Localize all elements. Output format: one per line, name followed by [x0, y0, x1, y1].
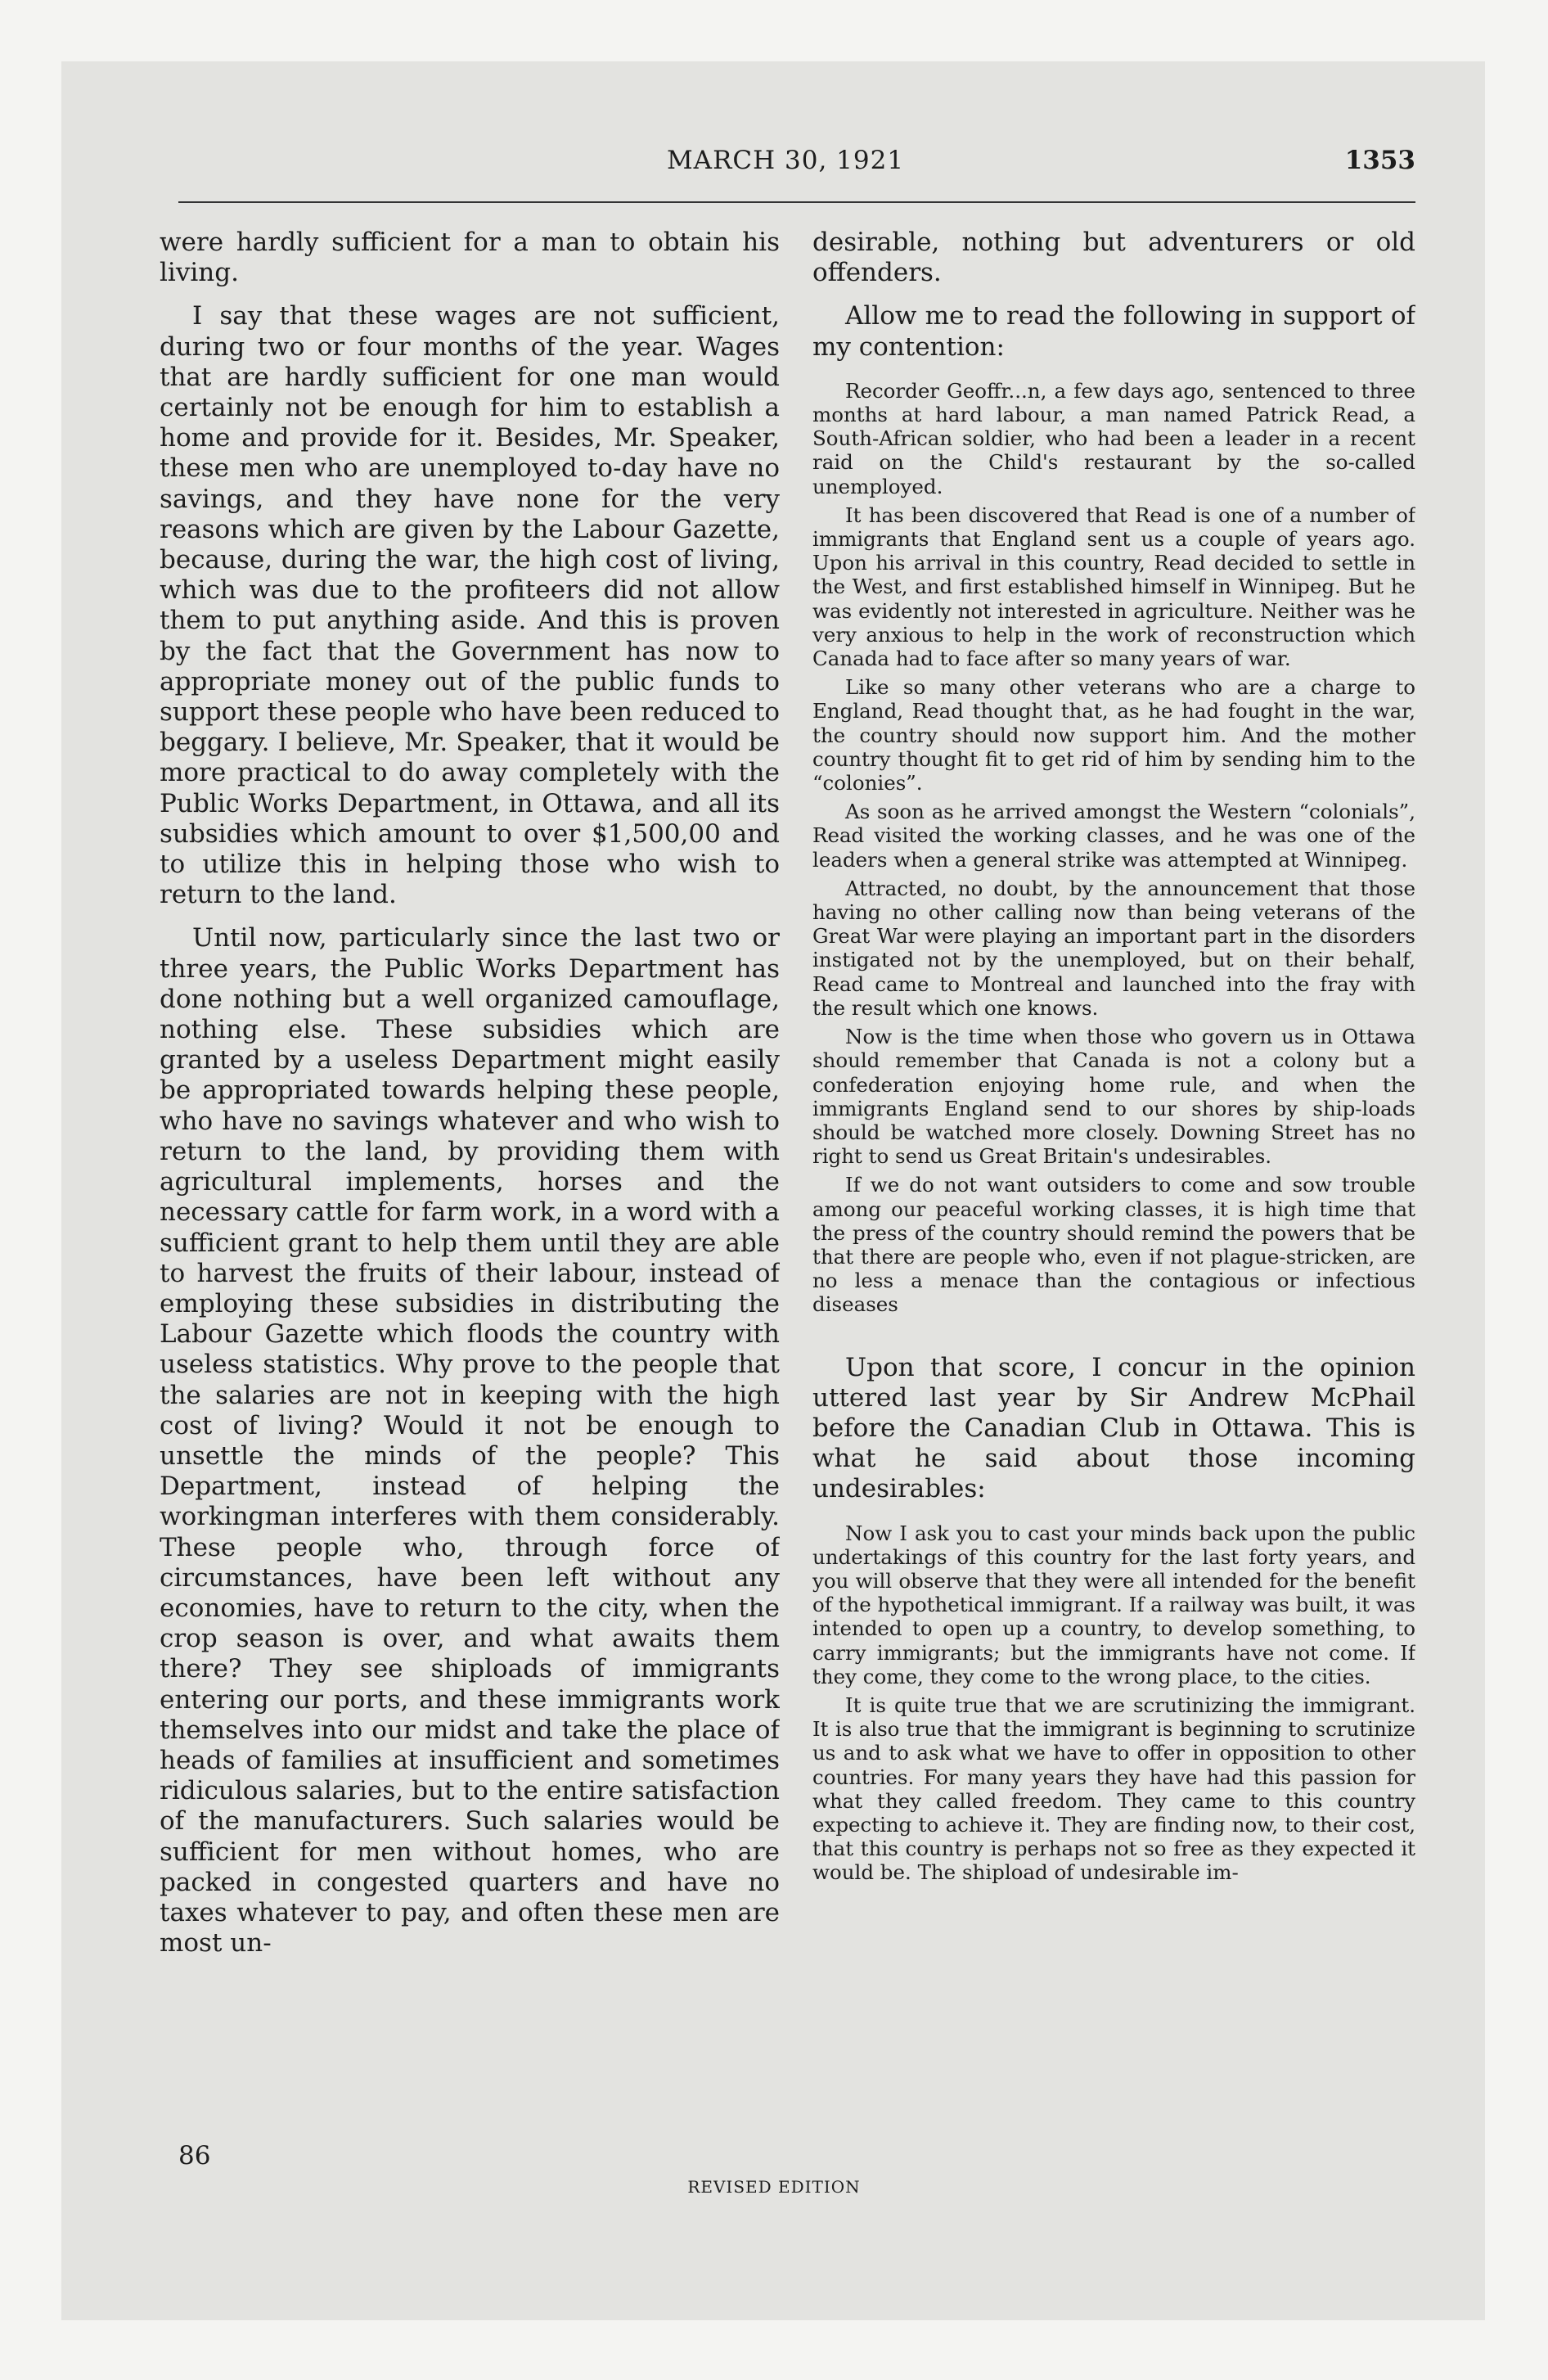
right-middle: [812, 1353, 1415, 1505]
footer-edition: REVISED EDITION: [687, 2177, 861, 2197]
quote-paragraph: Recorder Geoffr...n, a few days ago, sentenced to three months at hard labour, a man named Patrick Read, a South-African soldier, who had been a leader in a recent raid on the Child's restaurant by the so-called unemployed.: [812, 378, 1415, 498]
header-page-number: 1353: [1344, 146, 1415, 175]
page-header: [155, 146, 1415, 187]
quote-paragraph: As soon as he arrived amongst the Western “colonials”, Read visited the working classes, and he was one of the leaders when a general strike was attempted at Winnipeg.: [812, 800, 1415, 872]
quote-paragraph: Like so many other veterans who are a charge to England, Read thought that, as he had fought in the war, the country should now support him. And the mother country thought fit to get rid of him by sending him to the “colonies”.: [812, 675, 1415, 796]
left-paragraph: were hardly sufficient for a man to obtain his living.: [160, 228, 780, 288]
header-date: MARCH 30, 1921: [666, 146, 905, 175]
left-paragraph: I say that these wages are not sufficient, during two or four months of the year. Wages that are hardly sufficient for one man would certainly not be enough for him to establish a home and provide for it. Besides, Mr. Speaker, these men who are unemployed to-day have no savings, and they have none for the very reasons which are given by the Labour Gazette, because, during the war, the high cost of living, which was due to the profiteers did not allow them to put anything aside. And this is proven by the fact that the Government has now to appropriate money out of the public funds to support these people who have been reduced to beggary. I believe, Mr. Speaker, that it would be more practical to do away completely with the Public Works Department, in Ottawa, and all its subsidies which amount to over $1,500,00 and to utilize this in helping those who wish to return to the land.: [160, 301, 780, 910]
right-paragraph: Allow me to read the following in support of my contention:: [812, 301, 1415, 362]
quote-paragraph: It is quite true that we are scrutinizing the immigrant. It is also true that the immigrant is beginning to scrutinize us and to ask what we have to offer in opposition to other countries. For many years they have had this passion for what they called freedom. They came to this country expecting to achieve it. They are finding now, to their cost, that this country is perhaps not so free as they expected it would be. The shipload of undesirable im-: [812, 1693, 1415, 1885]
quote-paragraph: Now is the time when those who govern us in Ottawa should remember that Canada is not a colony but a confederation enjoying home rule, and when the immigrants England send to our shores by ship-loads should be watched more closely. Downing Street has no right to send us Great Britain's undesirables.: [812, 1025, 1415, 1169]
quote-paragraph: It has been discovered that Read is one of a number of immigrants that England sent us a couple of years ago. Upon his arrival in this country, Read decided to settle in the West, and first established himself in Winnipeg. But he was evidently not interested in agriculture. Neither was he very anxious to help in the work of reconstruction which Canada had to face after so many years of war.: [812, 503, 1415, 671]
quote-paragraph: If we do not want outsiders to come and sow trouble among our peaceful working classes, it is high time that the press of the country should remind the powers that be that there are people who, even if not plague-stricken, are no less a menace than the contagious or infectious diseases: [812, 1173, 1415, 1317]
bottom-page-number: 86: [178, 2141, 211, 2170]
right-column: [812, 228, 1415, 2159]
right-paragraph: Upon that score, I concur in the opinion uttered last year by Sir Andrew McPhail before the Canadian Club in Ottawa. This is what he said about those incoming undesirables:: [812, 1352, 1415, 1504]
left-column: [160, 228, 780, 2159]
header-rule: [178, 201, 1415, 203]
quote-paragraph: Attracted, no doubt, by the announcement that those having no other calling now than being veterans of the Great War were playing an important part in the disorders instigated not by the unemployed, but on their behalf, Read came to Montreal and launched into the fray with the result which one knows.: [812, 876, 1415, 1020]
right-intro: [812, 228, 1415, 363]
quoted-speech: [812, 1521, 1415, 1885]
left-paragraph: Until now, particularly since the last two or three years, the Public Works Department has done nothing but a well organized camouflage, nothing else. These subsidies which are granted by a useless Department might easily be appropriated towards helping these people, who have no savings whatever and who wish to return to the land, by providing them with agricultural implements, horses and the necessary cattle for farm work, in a word with a sufficient grant to help them until they are able to harvest the fruits of their labour, instead of employing these subsidies in distributing the Labour Gazette which floods the country with useless statistics. Why prove to the people that the salaries are not in keeping with the high cost of living? Would it not be enough to unsettle the minds of the people? This Department, instead of helping the workingman interferes with them considerably. These people who, through force of circumstances, have been left without any economies, have to return to the city, when the crop season is over, and what awaits them there? They see shiploads of immigrants entering our ports, and these immigrants work themselves into our midst and take the place of heads of families at insufficient and sometimes ridiculous salaries, but to the entire satisfaction of the manufacturers. Such salaries would be sufficient for men without homes, who are packed in congested quarters and have no taxes whatever to pay, and often these men are most un-: [160, 923, 780, 1959]
right-paragraph: desirable, nothing but adventurers or old offenders.: [812, 228, 1415, 288]
quote-paragraph: Now I ask you to cast your minds back upon the public undertakings of this country for the last forty years, and you will observe that they were all intended for the benefit of the hypothetical immigrant. If a railway was built, it was intended to open up a country, to develop something, to carry immigrants; but the immigrants have not come. If they come, they come to the wrong place, to the cities.: [812, 1521, 1415, 1688]
quoted-newspaper-article: [812, 379, 1415, 1317]
